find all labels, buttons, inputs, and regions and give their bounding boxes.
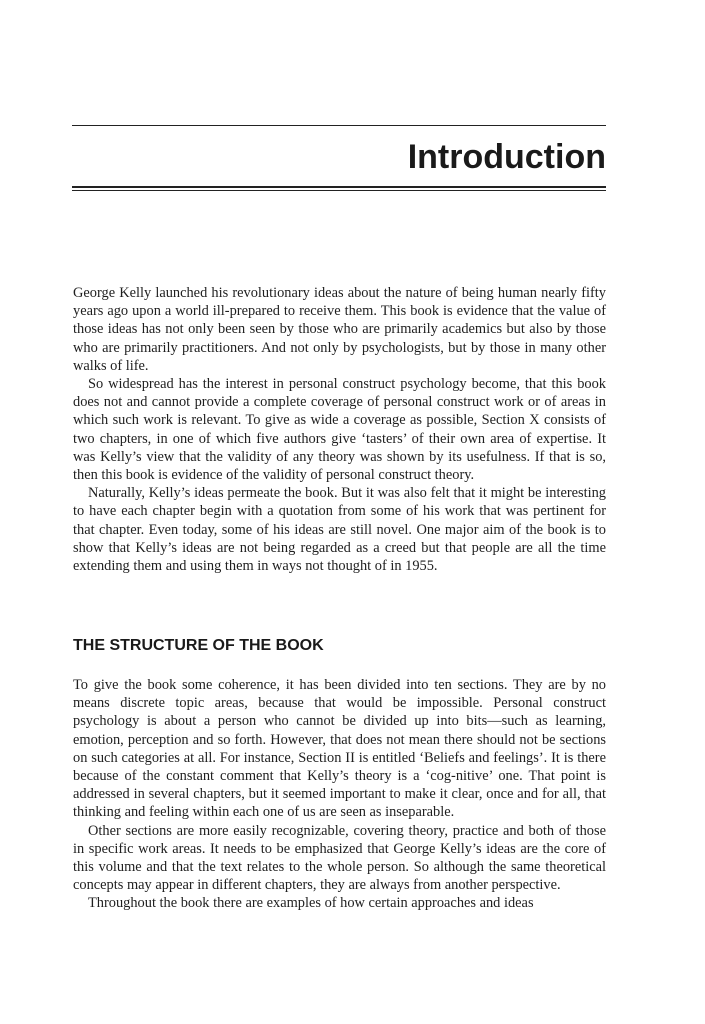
top-rule — [72, 125, 606, 126]
intro-paragraph-2: So widespread has the interest in personal construct psychology become, that this book does not and cannot provide a complete coverage of personal construct work or of areas in which such work is relevant. To give as wide a coverage as possible, Section X consists of two chapters, in one of which five authors give ‘tasters’ of their own area of expertise. It was Kelly’s view that the validity of any theory was shown by its usefulness. If that is so, then this book is evidence of the validity of personal construct theory. — [73, 376, 606, 484]
title-double-rule — [72, 186, 606, 191]
intro-paragraph-3: Naturally, Kelly’s ideas permeate the book. But it was also felt that it might be interesting to have each chapter begin with a quotation from some of his work that was pertinent for that chapter. Even today, some of his ideas are still novel. One major aim of the book is to show that Kelly’s ideas are not being regarded as a creed but that people are all the time extending them and using them in ways not thought of in 1955. — [73, 485, 606, 575]
structure-paragraph-2: Other sections are more easily recognizable, covering theory, practice and both of those in specific work areas. It needs to be emphasized that George Kelly’s ideas are the core of this volume and that the text relates to the whole person. So although the same theoretical concepts may appear in different chapters, they are always from another perspective. — [73, 822, 606, 894]
structure-paragraph-1: To give the book some coherence, it has been divided into ten sections. They are by no means discrete topic areas, because that would be impossible. Personal construct psychology is about a person who cannot be divided up into bits—such as learning, emotion, perception and so forth. However, that does not mean there should not be sections on such categories at all. For instance, Section II is entitled ‘Beliefs and feelings’. It is there because of the constant comment that Kelly’s theory is a ‘cog-nitive’ one. That point is addressed in several chapters, but it seemed important to make it clear, once and for all, that thinking and feeling within each one of us are seen as inseparable. — [73, 677, 606, 821]
intro-text — [73, 284, 606, 575]
intro-paragraph-1: George Kelly launched his revolutionary ideas about the nature of being human nearly fifty years ago upon a world ill-prepared to receive them. This book is evidence that the value of those ideas has not only been seen by those who are primarily academics but also by those who are primarily practitioners. And not only by psychologists, but by those in many other walks of life. — [73, 285, 606, 374]
structure-text — [73, 676, 606, 913]
section-heading: THE STRUCTURE OF THE BOOK — [73, 637, 324, 654]
chapter-title: Introduction — [407, 138, 606, 176]
structure-paragraph-3: Throughout the book there are examples of how certain approaches and ideas — [88, 895, 534, 912]
